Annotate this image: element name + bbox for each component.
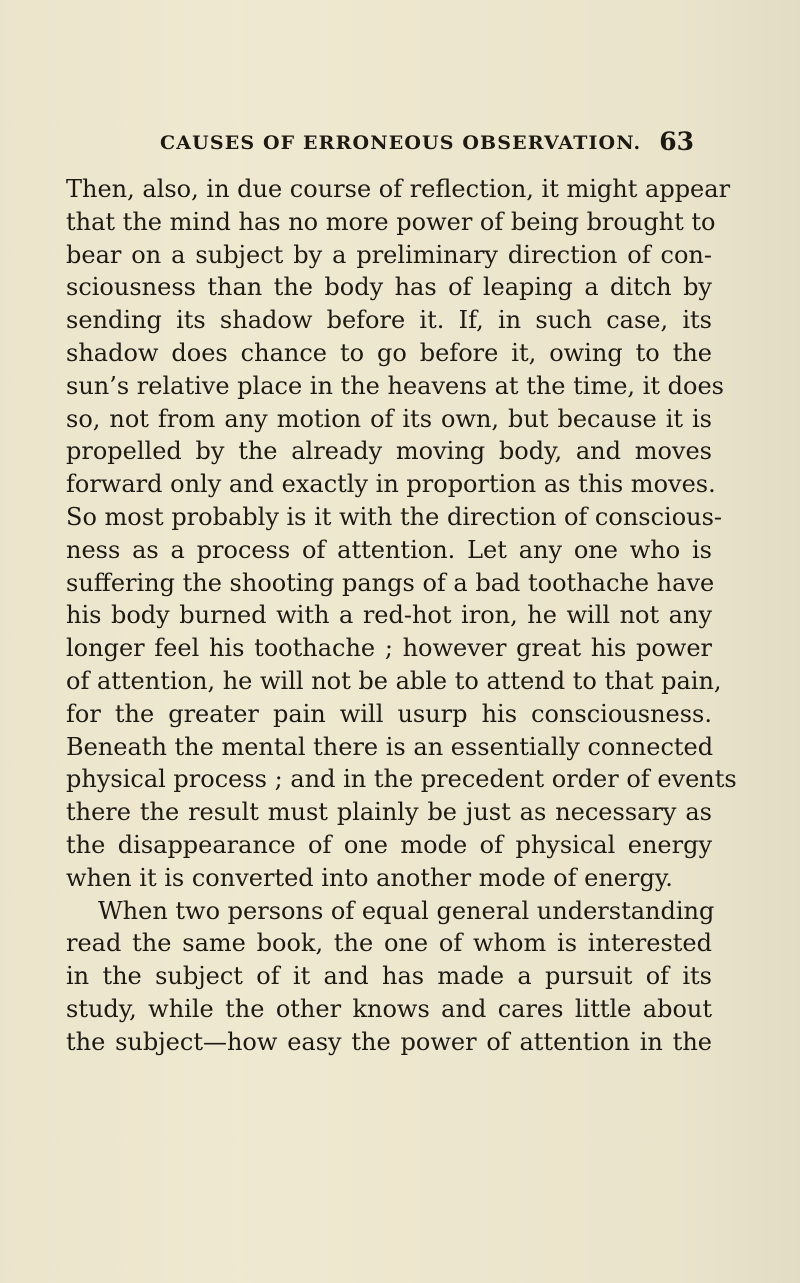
text-line: read the same book, the one of whom is interested <box>66 929 712 958</box>
text-line: suffering the shooting pangs of a bad toothache have <box>66 568 715 597</box>
text-line: sending its shadow before it. If, in such case, its <box>66 306 712 335</box>
text-line: physical process ; and in the precedent order of events <box>66 765 737 794</box>
text-line: longer feel his toothache ; however great his power <box>66 634 712 663</box>
text-line: forward only and exactly in proportion as this moves. <box>66 470 716 499</box>
text-line: the disappearance of one mode of physical energy <box>66 830 712 859</box>
body-text <box>66 173 737 1059</box>
text-line: that the mind has no more power of being brought to <box>66 207 716 236</box>
text-line: of attention, he will not be able to attend to that pain, <box>66 666 722 695</box>
text-line: for the greater pain will usurp his consciousness. <box>66 699 712 728</box>
text-line: When two persons of equal general understanding <box>98 896 715 925</box>
page-header <box>160 114 694 154</box>
text-line: when it is converted into another mode of energy. <box>66 863 673 892</box>
text-line: in the subject of it and has made a pursuit of its <box>66 962 712 991</box>
text-line: sciousness than the body has of leaping a ditch by <box>66 273 712 302</box>
text-line: ness as a process of attention. Let any one who is <box>66 535 712 564</box>
text-line: his body burned with a red-hot iron, he will not any <box>66 601 712 630</box>
page-number: 63 <box>659 127 694 156</box>
text-line: Beneath the mental there is an essentially connected <box>66 732 714 761</box>
text-line: sun’s relative place in the heavens at the time, it does <box>66 371 724 400</box>
running-head: CAUSES OF ERRONEOUS OBSERVATION. <box>160 132 642 154</box>
text-line: there the result must plainly be just as necessary as <box>66 798 712 827</box>
text-line: propelled by the already moving body, and moves <box>66 437 712 466</box>
text-line: bear on a subject by a preliminary direction of con- <box>66 240 712 269</box>
text-line: So most probably is it with the direction of conscious- <box>66 502 723 531</box>
text-line: the subject—how easy the power of attention in the <box>66 1027 712 1056</box>
text-line: so, not from any motion of its own, but because it is <box>66 404 712 433</box>
text-line: shadow does chance to go before it, owing to the <box>66 338 712 367</box>
text-line: study, while the other knows and cares little about <box>66 994 712 1023</box>
text-line: Then, also, in due course of reflection, it might appear <box>66 175 731 203</box>
